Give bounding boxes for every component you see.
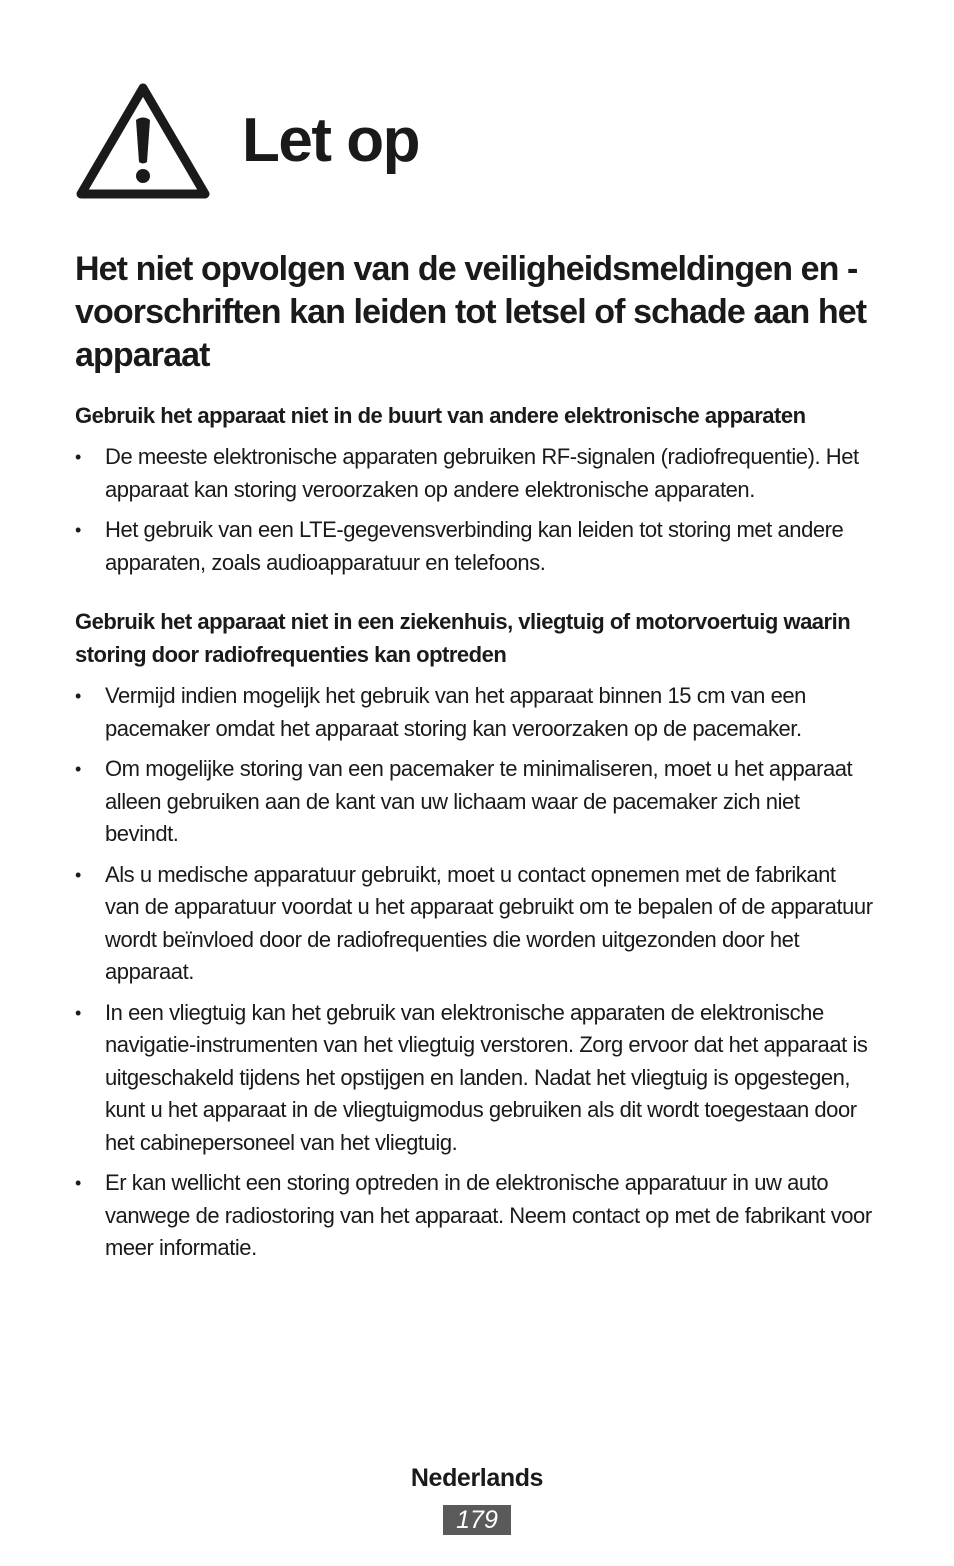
page-title: Let op	[242, 106, 419, 175]
list-item: • Het gebruik van een LTE-gegevensverbinding kan leiden tot storing met andere apparaten, zoals audioapparatuur en telefoons.	[75, 514, 875, 579]
content	[75, 248, 875, 1273]
bullet-list	[75, 680, 875, 1265]
main-heading: Het niet opvolgen van de veiligheidsmeldingen en -voorschriften kan leiden tot letsel of schade aan het apparaat	[75, 250, 867, 374]
footer-language: Nederlands	[410, 1464, 544, 1492]
bullet-list	[75, 441, 875, 579]
warning-triangle-icon	[74, 80, 212, 202]
list-item: • Als u medische apparatuur gebruikt, moet u contact opnemen met de fabrikant van de apparatuur voordat u het apparaat gebruikt om te bepalen of de apparatuur wordt beïnvloed door de radiofrequenties die worden uitgezonden door het apparaat.	[75, 859, 875, 989]
title-row	[74, 80, 419, 202]
section-electronic-devices	[75, 399, 875, 579]
section-heading: Gebruik het apparaat niet in de buurt van andere elektronische apparaten	[75, 403, 806, 428]
list-item: • In een vliegtuig kan het gebruik van elektronische apparaten de elektronische navigatie-instrumenten van het vliegtuig verstoren. Zorg ervoor dat het apparaat is uitgeschakeld tijdens het opstijgen en landen. Nadat het vliegtuig is opgestegen, kunt u het apparaat in de vliegtuigmodus gebruiken als dit wordt toegestaan door het cabinepersoneel van het vliegtuig.	[75, 997, 875, 1160]
section-hospital-aircraft-vehicle	[75, 605, 875, 1265]
list-item: • De meeste elektronische apparaten gebruiken RF-signalen (radiofrequentie). Het apparaat kan storing veroorzaken op andere elektronische apparaten.	[75, 441, 875, 506]
section-heading: Gebruik het apparaat niet in een ziekenhuis, vliegtuig of motorvoertuig waarin storing door radiofrequenties kan optreden	[75, 609, 851, 667]
list-item: • Om mogelijke storing van een pacemaker te minimaliseren, moet u het apparaat alleen gebruiken aan de kant van uw lichaam waar de pacemaker zich niet bevindt.	[75, 753, 875, 851]
list-item: • Vermijd indien mogelijk het gebruik van het apparaat binnen 15 cm van een pacemaker omdat het apparaat storing kan veroorzaken op de pacemaker.	[75, 680, 875, 745]
page-number: 179	[443, 1505, 511, 1535]
list-item: • Er kan wellicht een storing optreden in de elektronische apparatuur in uw auto vanwege de radiostoring van het apparaat. Neem contact op met de fabrikant voor meer informatie.	[75, 1167, 875, 1265]
